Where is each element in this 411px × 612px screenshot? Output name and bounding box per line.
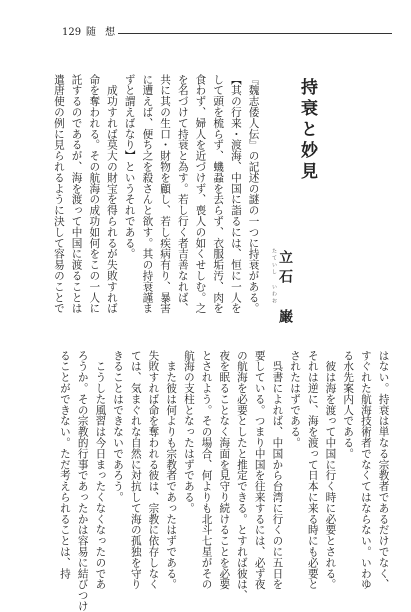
text-column: 航海の支柱となったはずである。	[182, 350, 195, 514]
text-column: 【其の行来・渡海、中国に詣るには、恒に一人を	[229, 74, 242, 314]
author-ruby: たていし いわお	[271, 248, 277, 305]
text-column: 『魏志倭人伝』の記述の謎の一つに持衰がある。	[247, 74, 260, 314]
text-column: 食わず、婦人を近づけず、喪人の如くせしむ。之	[194, 74, 207, 314]
text-column: すぐれた航海技術者でなくてはならない。いわゆ	[359, 350, 372, 590]
section-title: 随 想	[86, 27, 119, 38]
text-column: きることはできないであろう。	[112, 350, 125, 503]
article-title: 持衰と妙見	[297, 78, 317, 183]
text-column: 命を奪われる。その航海の成功如何をこの一人に	[88, 74, 101, 314]
text-column: して頭を梳らず、蟣蝨を去らず、衣服垢汚、肉を	[212, 74, 225, 314]
text-column: はない。持衰は単なる宗教者であるだけでなく、	[377, 350, 390, 590]
text-column: 呉書によれば、中国から台湾に行くのに五日を	[271, 350, 284, 590]
text-column: の航海を必要としたと推定できる。とすれば彼は、	[235, 350, 248, 601]
text-column: 託するのであるが、海を渡って中国に渡ることは	[70, 74, 83, 314]
text-column: 共に其の生口・財物を顧し、若し疾病有り、暴害	[159, 74, 172, 314]
text-column: る水先案内人である。	[342, 350, 355, 459]
text-column: 失敗すれば命を奪われる彼は、宗教に依存しなく	[147, 350, 160, 590]
text-column: されたはずである。	[289, 350, 302, 449]
text-column: 彼は海を渡って中国に行く時に必要とされる。	[324, 350, 337, 590]
page-number: 129	[62, 27, 82, 38]
text-column: ずと謂えばなり】というそれである。	[123, 74, 136, 260]
text-column: 遣唐使の例に見られるように決して容易のことで	[52, 74, 65, 314]
text-column: また彼は何よりも宗教者であったはずである。	[165, 350, 178, 590]
running-header	[20, 26, 392, 44]
text-column: こうした風習は今日まったくなくなったのであ	[94, 350, 107, 590]
text-column: ることができない。ただ考えられることは、持	[58, 350, 71, 579]
text-column: ろうか。その宗教的行事であったかは容易に結びつけ	[76, 350, 89, 612]
text-column: ては、気まぐれな自然に対抗して海の孤独を守り	[129, 350, 142, 590]
text-column: それは逆に、海を渡って日本に来る時にも必要と	[306, 350, 319, 590]
text-column: に遭えば、便ち之を殺さんと欲す。其の持衰謹ま	[141, 74, 154, 314]
header-rule	[118, 33, 392, 34]
author-name: 立石 巌	[277, 250, 293, 328]
text-column: 要している。つまり中国を往来するには、必ず夜	[253, 350, 266, 590]
text-column: を名づけて持衰と為す。若し行く者吉善なれば、	[176, 74, 189, 314]
text-column: 成功すれば莫大の財宝を得られるが失敗すれば	[105, 74, 118, 314]
text-column: とされよう。その場合、何よりも北斗七星がその	[200, 350, 213, 590]
text-column: 夜を眠ることなく海面を見守り続けることを必要	[218, 350, 231, 590]
